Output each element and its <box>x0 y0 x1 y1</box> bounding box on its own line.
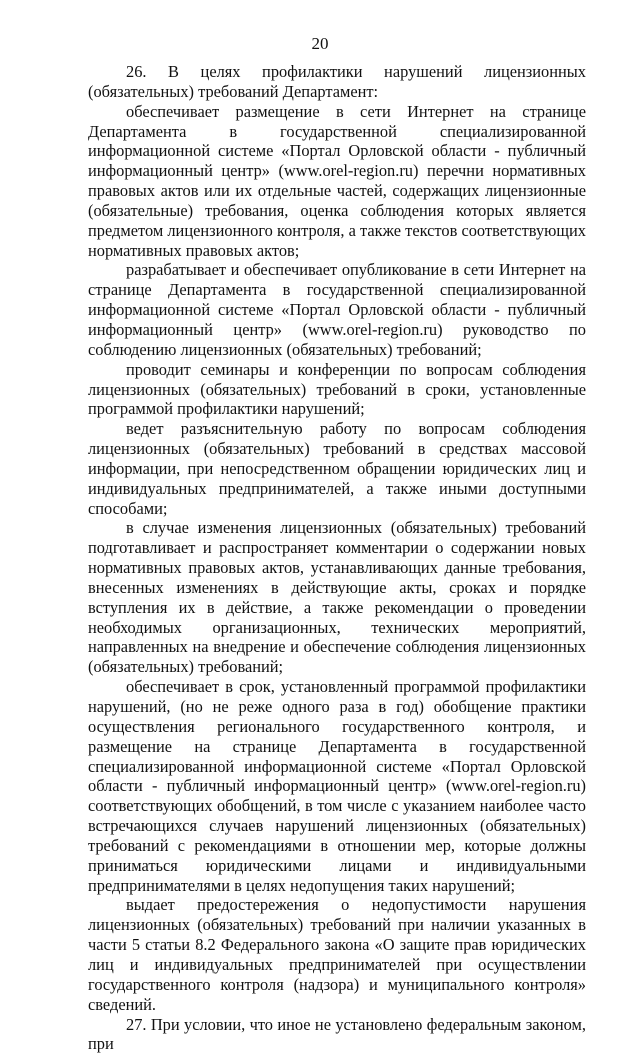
paragraph-placement-duty: обеспечивает размещение в сети Интернет на странице Департамента в государственной специализированной информационной системе «Портал Орловской области - публичный информационный центр» (www.orel-region.ru) перечни нормативных правовых актов или их отдельные частей, содержащих лицензионные (обязательные) требования, оценка соблюдения которых является предметом лицензионного контроля, а также текстов соответствующих нормативных правовых актов; <box>88 102 586 261</box>
paragraph-27-start: 27. При условии, что иное не установлено федеральным законом, при <box>88 1015 586 1054</box>
paragraph-guidance-duty: разрабатывает и обеспечивает опубликование в сети Интернет на странице Департамента в государственной специализированной информационной системе «Портал Орловской области - публичный информационный центр» (www.orel-region.ru) руководство по соблюдению лицензионных (обязательных) требований; <box>88 260 586 359</box>
paragraph-outreach-duty: ведет разъяснительную работу по вопросам соблюдения лицензионных (обязательных) требований в средствах массовой информации, при непосредственном обращении юридических лиц и индивидуальных предпринимателей, а также иными доступными способами; <box>88 419 586 518</box>
page-number: 20 <box>0 34 640 54</box>
paragraph-warnings-duty: выдает предостережения о недопустимости нарушения лицензионных (обязательных) требований при наличии указанных в части 5 статьи 8.2 Федерального закона «О защите прав юридических лиц и индивидуальных предпринимателей при осуществлении государственного контроля (надзора) и муниципального контроля» сведений. <box>88 895 586 1014</box>
paragraph-seminars-duty: проводит семинары и конференции по вопросам соблюдения лицензионных (обязательных) требований в сроки, установленные программой профилактики нарушений; <box>88 360 586 420</box>
paragraph-generalization-duty: обеспечивает в срок, установленный программой профилактики нарушений, (но не реже одного раза в год) обобщение практики осуществления регионального государственного контроля, и размещение на странице Департамента в государственной специализированной информационной системе «Портал Орловской области - публичный информационный центр» (www.orel-region.ru) соответствующих обобщений, в том числе с указанием наиболее часто встречающихся случаев нарушений лицензионных (обязательных) требований с рекомендациями в отношении мер, которые должны приниматься юридическими лицами и индивидуальными предпринимателями в целях недопущения таких нарушений; <box>88 677 586 895</box>
document-body <box>88 62 586 1054</box>
paragraph-commentary-duty: в случае изменения лицензионных (обязательных) требований подготавливает и распространяет комментарии о содержании новых нормативных правовых актов, устанавливающих данные требования, внесенных изменениях в действующие акты, сроках и порядке вступления их в действие, а также рекомендации о проведении необходимых организационных, технических мероприятий, направленных на внедрение и обеспечение соблюдения лицензионных (обязательных) требований; <box>88 518 586 677</box>
paragraph-26-intro: 26. В целях профилактики нарушений лицензионных (обязательных) требований Департамент: <box>88 62 586 102</box>
